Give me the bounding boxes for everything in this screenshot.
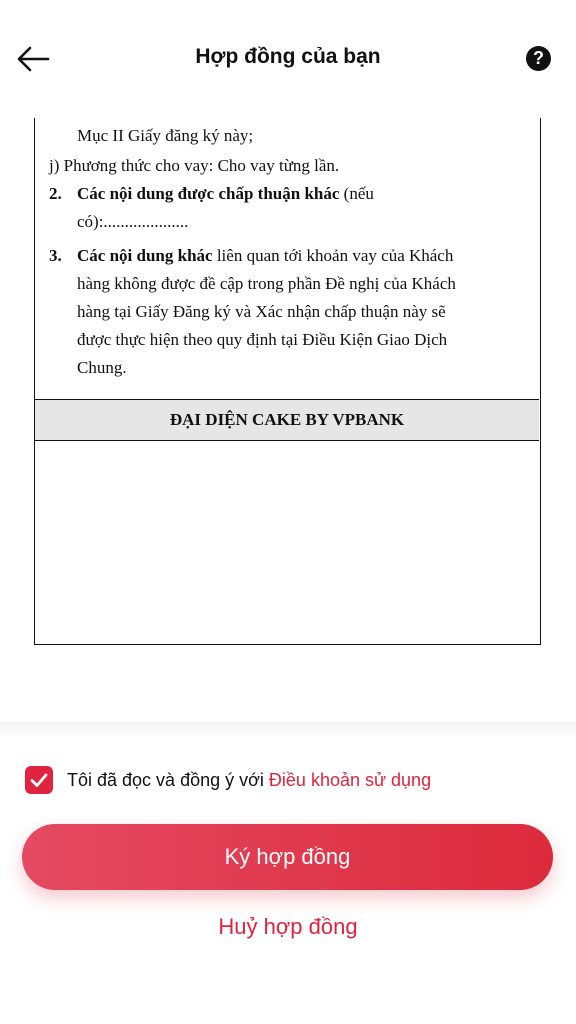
- contract-document: [34, 78, 541, 645]
- contract-item-2-text: (nếu: [339, 184, 374, 203]
- contract-item-3-line-4: được thực hiện theo quy định tại Điều Kiện Giao Dịch: [77, 330, 448, 349]
- contract-line-j: j) Phương thức cho vay: Cho vay từng lần.: [49, 156, 340, 175]
- cancel-contract-link[interactable]: Huỷ hợp đồng: [218, 914, 358, 939]
- contract-item-2: [77, 184, 374, 204]
- top-bar: [0, 0, 576, 118]
- contract-item-3: [77, 246, 453, 266]
- contract-item-3-text: liên quan tới khoản vay của Khách: [212, 246, 454, 265]
- contract-item-3-line-5: Chung.: [77, 358, 127, 377]
- signature-header: ĐẠI DIỆN CAKE BY VPBANK: [35, 399, 539, 441]
- terms-agreement: [25, 766, 545, 796]
- terms-link[interactable]: Điều khoản sử dụng: [268, 770, 432, 790]
- contract-item-number-2: 2.: [49, 184, 62, 203]
- help-icon[interactable]: ?: [526, 46, 551, 71]
- section-divider: [0, 722, 576, 738]
- contract-item-2-heading: Các nội dung được chấp thuận khác: [77, 184, 340, 203]
- page-title: Hợp đồng của bạn: [195, 45, 381, 68]
- contract-viewer[interactable]: [0, 88, 576, 658]
- contract-item-2-cont: có):....................: [77, 212, 189, 231]
- sign-contract-button[interactable]: Ký hợp đồng: [22, 824, 553, 890]
- contract-item-3-line-2: hàng không được đề cập trong phần Đề nghị của Khách: [77, 274, 456, 293]
- contract-item-3-line-3: hàng tại Giấy Đăng ký và Xác nhận chấp thuận này sẽ: [77, 302, 446, 321]
- agree-checkbox[interactable]: [25, 766, 53, 794]
- contract-item-3-heading: Các nội dung khác: [77, 246, 213, 265]
- agree-label: [67, 770, 431, 791]
- contract-item-number-3: 3.: [49, 246, 62, 265]
- checkmark-icon: [25, 766, 53, 794]
- contract-line-i-cont: Mục II Giấy đăng ký này;: [77, 126, 254, 145]
- agree-text: Tôi đã đọc và đồng ý với: [67, 770, 269, 790]
